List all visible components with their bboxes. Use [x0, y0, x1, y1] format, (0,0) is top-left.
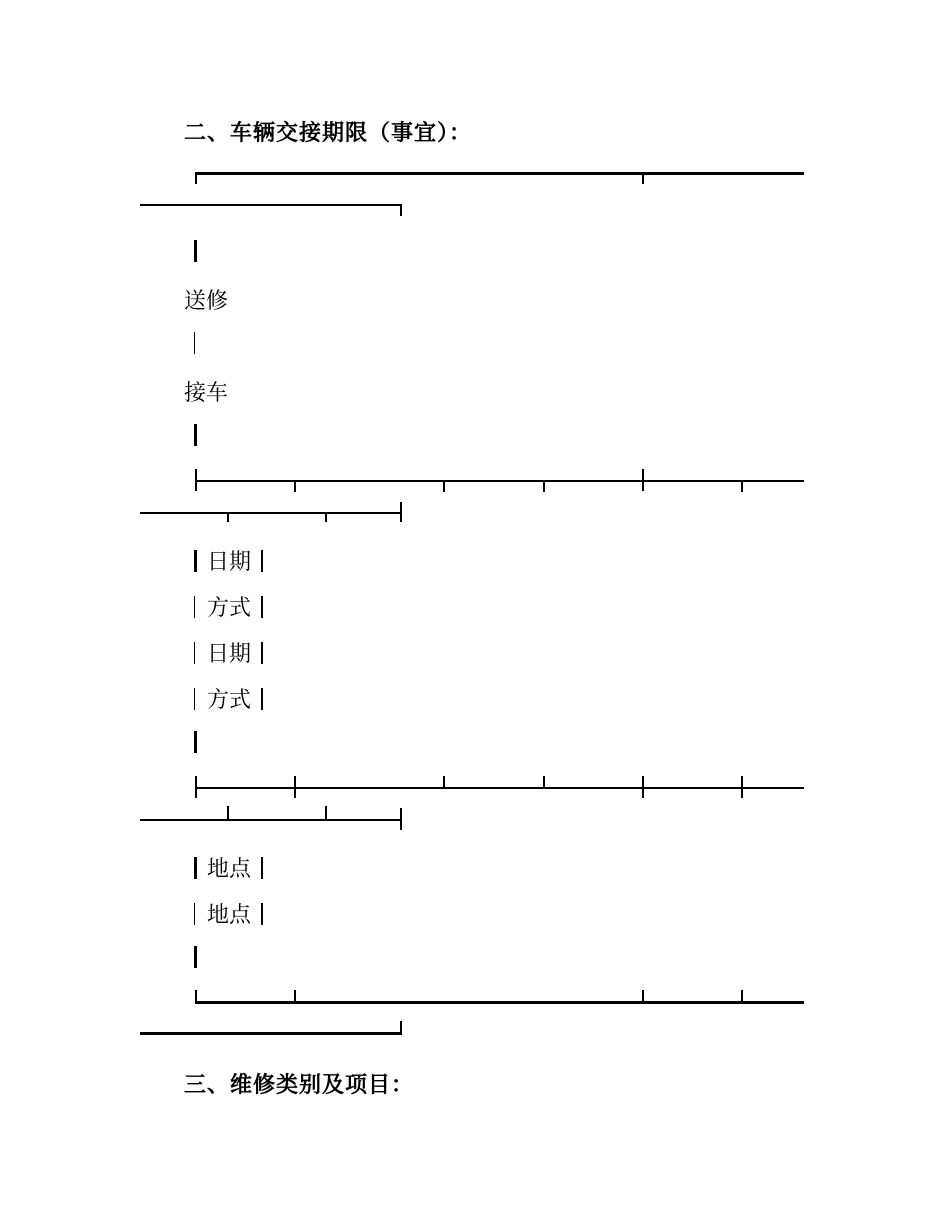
method-label: 方式 — [207, 688, 252, 713]
pickup-label: 接车 — [184, 381, 229, 406]
section-3-heading: 三、维修类别及项目： — [184, 1072, 415, 1098]
location-row — [194, 852, 263, 883]
date-row — [194, 545, 263, 576]
method-label: 方式 — [207, 596, 252, 621]
table-edge-mark — [194, 240, 197, 262]
table-edge-mark — [194, 424, 197, 446]
method-row — [194, 683, 263, 714]
table-edge-mark — [194, 731, 197, 753]
date-label: 日期 — [207, 550, 252, 575]
table-edge-mark — [194, 332, 195, 354]
send-for-repair-label: 送修 — [184, 289, 229, 314]
date-row — [194, 637, 263, 668]
date-label: 日期 — [207, 642, 252, 667]
section-2-heading: 二、车辆交接期限（事宜）： — [184, 120, 473, 146]
location-row — [194, 898, 263, 929]
location-label: 地点 — [207, 903, 252, 928]
method-row — [194, 591, 263, 622]
table-edge-mark — [194, 946, 197, 968]
location-label: 地点 — [207, 857, 252, 882]
